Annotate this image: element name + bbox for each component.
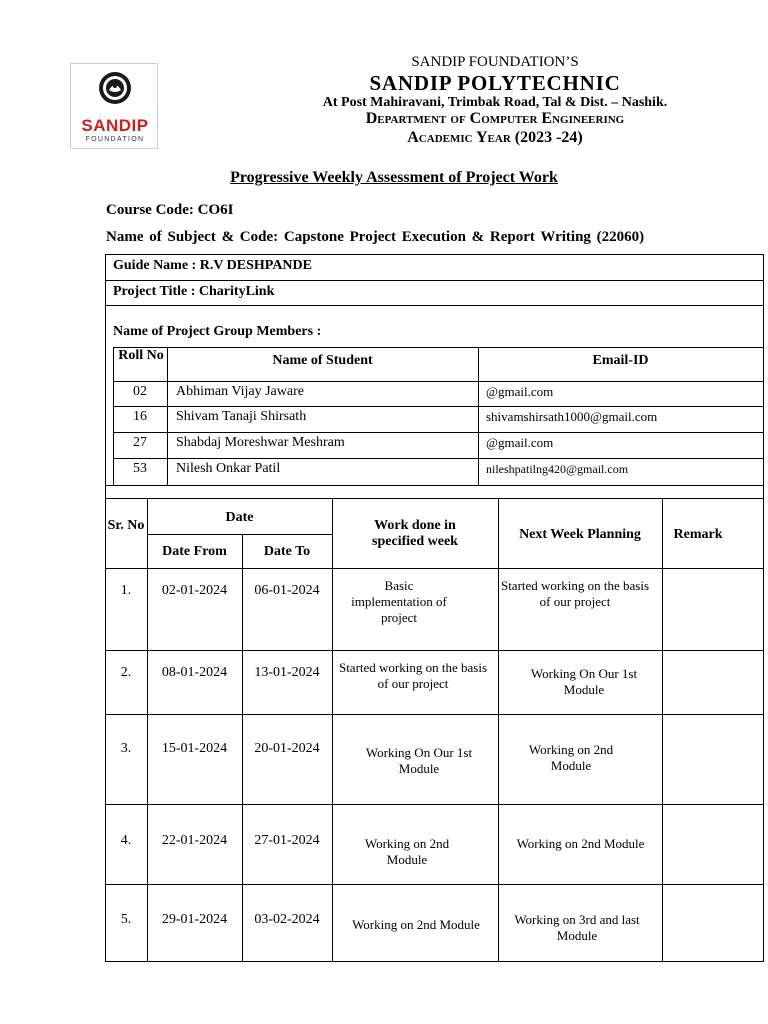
week-date-to: 06-01-2024 [254,583,320,598]
foundation-name: SANDIP FOUNDATION’S [411,54,579,70]
member-name: Nilesh Onkar Patil [176,461,281,476]
document-title: Progressive Weekly Assessment of Project Work [230,169,558,186]
week-sr: 1. [120,583,132,598]
week-work-done: Started working on the basis of our project [338,660,488,691]
lamp-emblem-icon [97,70,133,114]
member-email: shivamshirsath1000@gmail.com [486,409,658,424]
next-week-header: Next Week Planning [519,527,641,542]
member-roll: 53 [133,461,147,476]
week-sr: 2. [120,665,132,680]
remark-header: Remark [673,527,723,542]
member-email: nileshpatilng420@gmail.com [486,462,629,476]
week-date-to: 03-02-2024 [254,912,320,927]
week-date-to: 13-01-2024 [254,665,320,680]
member-roll: 27 [133,435,147,450]
week-next-plan: Working on 2nd Module [528,742,614,773]
date-to-header: Date To [263,544,311,559]
week-next-plan: Started working on the basis of our project [500,578,650,609]
member-name: Shivam Tanaji Shirsath [176,409,307,424]
week-date-to: 27-01-2024 [254,833,320,848]
week-work-done: Working on 2nd Module [364,836,450,867]
week-date-from: 29-01-2024 [161,912,228,927]
week-sr: 4. [120,833,132,848]
logo-subtitle: FOUNDATION [85,136,145,143]
subject-name: Name of Subject & Code: Capstone Project Execution & Report Writing (22060) [106,229,645,245]
sandip-foundation-logo [70,63,158,149]
member-name: Shabdaj Moreshwar Meshram [176,435,345,450]
week-work-done: Basic implementation of project [351,578,447,625]
week-sr: 5. [120,912,132,927]
week-date-to: 20-01-2024 [254,741,320,756]
institute-address: At Post Mahiravani, Trimbak Road, Tal & Dist. – Nashik. [322,95,668,110]
work-done-header: Work done in specified week [372,518,458,549]
date-from-header: Date From [162,544,227,559]
member-email: @gmail.com [486,435,554,450]
student-name-header: Name of Student [272,353,373,368]
week-next-plan: Working on 2nd Module [516,836,645,851]
course-code: Course Code: CO6I [106,202,234,218]
week-next-plan: Working On Our 1st Module [530,666,638,697]
project-title: Project Title : CharityLink [113,284,275,299]
week-sr: 3. [120,741,132,756]
week-date-from: 02-01-2024 [161,583,228,598]
logo-name: SANDIP [81,116,149,135]
academic-year: Academic Year (2023 -24) [407,129,583,146]
email-header: Email-ID [592,353,649,368]
member-roll: 16 [133,409,147,424]
week-next-plan: Working on 3rd and last Module [514,912,640,943]
members-heading: Name of Project Group Members : [113,324,322,339]
member-roll: 02 [133,384,147,399]
guide-name: Guide Name : R.V DESHPANDE [113,258,312,273]
week-date-from: 15-01-2024 [161,741,228,756]
institute-name: SANDIP POLYTECHNIC [369,71,621,95]
member-name: Abhiman Vijay Jaware [176,384,304,399]
date-header: Date [225,510,254,525]
member-email: @gmail.com [486,384,554,399]
week-work-done: Working on 2nd Module [352,917,480,932]
department-name: Department of Computer Engineering [365,110,625,127]
week-date-from: 22-01-2024 [161,833,228,848]
sr-no-header: Sr. No [107,518,145,533]
week-date-from: 08-01-2024 [161,665,228,680]
roll-no-header: Roll No [118,348,164,363]
week-work-done: Working On Our 1st Module [365,745,473,776]
